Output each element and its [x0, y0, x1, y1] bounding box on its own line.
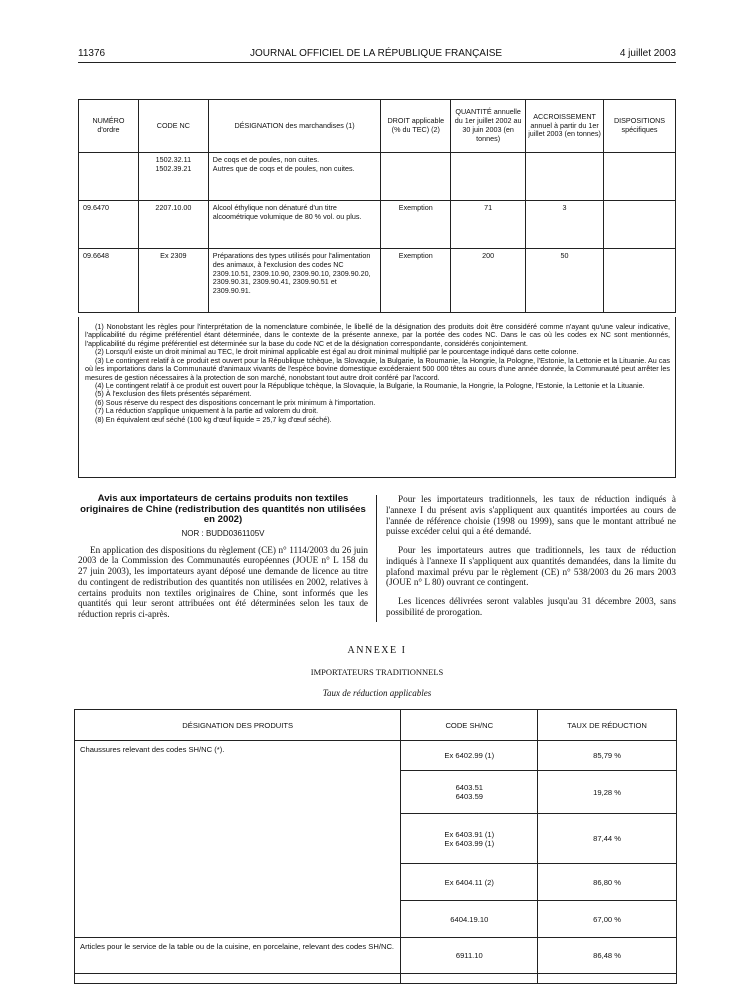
cell-numero: 09.6648	[79, 249, 139, 313]
cell-code-nc: 2207.10.00	[138, 201, 208, 249]
cell-designation: Alcool éthylique non dénaturé d'un titre alcoométrique volumique de 80 % vol. ou plus.	[208, 201, 381, 249]
footnote: (7) La réduction s'applique uniquement à la partie ad valorem du droit.	[95, 406, 319, 416]
footnote: (2) Lorsqu'il existe un droit minimal au TEC, le droit minimal applicable est égal au droit minimal multiplié par le pourcentage indiqué dans cette colonne.	[95, 347, 579, 357]
table-continuation-cell	[401, 974, 538, 984]
avis-paragraph: En application des dispositions du règlement (CE) n° 1114/2003 du 26 juin 2003 de la Commission des Communautés européennes (JOUE n° L 158 du 27 juin 2003), les importateurs ayant déposé une demande de licence au titre du contingent de redistribution des quantités non utilisées en 2002, relatives à certains produits non textiles originaires de Chine, sont informés que les quantités qui leur seront attribuées ont été déterminées selon les taux de réduction repris ci-après.	[78, 544, 368, 620]
col-dispositions: DISPOSITIONS spécifiques	[604, 100, 676, 153]
col-droit: DROIT applicable (% du TEC) (2)	[381, 100, 451, 153]
cell-taux: 86,48 %	[538, 938, 677, 974]
table-row	[75, 741, 677, 771]
cell-taux: 86,80 %	[538, 864, 677, 901]
col-numero: NUMÉRO d'ordre	[79, 100, 139, 153]
avis-paragraph: Pour les importateurs autres que traditionnels, les taux de réduction indiqués à l'annexe II s'appliquent aux quantités demandées, dans la limite du plafond maximal prévu par le règlement (CE) n° 538/2003 du 26 mars 2003 (JOUE n° L 80) ouvrant ce contingent.	[386, 545, 676, 588]
cell-dispositions	[604, 249, 676, 313]
table-row	[79, 201, 676, 249]
avis-paragraph: Les licences délivrées seront valables jusqu'au 31 décembre 2003, sans possibilité de prorogation.	[386, 596, 676, 617]
annexe-caption: Taux de réduction applicables	[322, 688, 432, 698]
annexe-title: ANNEXE I	[347, 645, 407, 656]
col-quantite: QUANTITÉ annuelle du 1er juillet 2002 au 30 juin 2003 (en tonnes)	[451, 100, 526, 153]
header-rule	[78, 62, 676, 63]
footnote: (5) À l'exclusion des filets présentés séparément.	[95, 389, 252, 399]
cell-accroissement	[526, 153, 604, 201]
col-code-nc: CODE NC	[138, 100, 208, 153]
cell-code: 6403.51 6403.59	[401, 771, 538, 814]
cell-code-nc: 1502.32.11 1502.39.21	[138, 153, 208, 201]
cell-designation: De coqs et de poules, non cuites. Autres que de coqs et de poules, non cuites.	[208, 153, 381, 201]
cell-taux: 85,79 %	[538, 741, 677, 771]
cell-droit: Exemption	[381, 249, 451, 313]
footnote: (3) Le contingent relatif à ce produit est ouvert pour la République tchèque, la Slovaquie, la Bulgarie, la Roumanie, la Hongrie, la Pologne, l'Estonie, la Lettonie et la Lituanie. Au cas où les importations dans la Communauté d'animaux vivants de l'espèce bovine domestique excéderaient 500 000 têtes au cours d'une année donnée, la Communauté peut arrêter les mesures de gestion nécessaires à la protection de son marché, nonobstant tout autre droit conféré par l'accord.	[85, 355, 670, 382]
col-designation-produits: DÉSIGNATION DES PRODUITS	[75, 710, 401, 741]
cell-designation: Articles pour le service de la table ou de la cuisine, en porcelaine, relevant des codes SH/NC.	[75, 938, 401, 974]
table-continuation-cell	[75, 974, 401, 984]
avis-paragraph: Pour les importateurs traditionnels, les taux de réduction indiqués à l'annexe I du présent avis s'appliquent aux quantités importées au cours de l'année de référence choisie (1998 ou 1999), sans que le montant attribué ne puisse excéder celui qui a été demandé.	[386, 494, 676, 537]
cell-quantite: 200	[451, 249, 526, 313]
publication-date: 4 juillet 2003	[619, 48, 676, 59]
col-designation: DÉSIGNATION des marchandises (1)	[208, 100, 381, 153]
cell-numero: 09.6470	[79, 201, 139, 249]
cell-dispositions	[604, 201, 676, 249]
cell-numero	[79, 153, 139, 201]
footnote: (6) Sous réserve du respect des dispositions concernant le prix minimum à l'importation.	[95, 397, 376, 407]
cell-taux: 67,00 %	[538, 901, 677, 938]
journal-title: JOURNAL OFFICIEL DE LA RÉPUBLIQUE FRANÇAISE	[250, 48, 503, 59]
col-accroissement: ACCROISSEMENT annuel à partir du 1er juillet 2003 (en tonnes)	[526, 100, 604, 153]
table-footnotes	[78, 317, 676, 478]
footnote: (8) En équivalent œuf séché (100 kg d'œuf liquide = 25,7 kg d'œuf séché).	[95, 414, 332, 424]
cell-accroissement: 50	[526, 249, 604, 313]
col-code-sh-nc: CODE SH/NC	[401, 710, 538, 741]
cell-designation: Préparations des types utilisés pour l'alimentation des animaux, à l'exclusion des codes NC 2309.10.51, 2309.10.90, 2309.90.10, 2309.90.20, 2309.90.31, 2309.90.41, 2309.90.51 et 2309.90.91.	[208, 249, 381, 313]
cell-designation: Chaussures relevant des codes SH/NC (*).	[75, 741, 401, 938]
page-number: 11376	[78, 48, 106, 59]
table-row	[79, 153, 676, 201]
cell-accroissement: 3	[526, 201, 604, 249]
quota-table	[78, 99, 676, 313]
cell-code: 6911.10	[401, 938, 538, 974]
table-row	[75, 938, 677, 974]
footnote: (1) Nonobstant les règles pour l'interprétation de la nomenclature combinée, le libellé de la désignation des produits doit être considéré comme n'ayant qu'une valeur indicative, l'applicabilité du régime préférentiel étant déterminée, dans le contexte de la présente annexe, par la portée des codes NC. Dans le cas où les codes ex NC sont mentionnés, l'applicabilité du régime préférentiel est déterminée sur la base du code NC et de la désignation correspondante, considérés conjointement.	[85, 322, 670, 348]
table-continuation-cell	[538, 974, 677, 984]
column-divider	[376, 495, 377, 622]
reduction-rates-table	[74, 709, 677, 984]
cell-code: Ex 6402.99 (1)	[401, 741, 538, 771]
table-row	[79, 249, 676, 313]
avis-right-column	[386, 494, 676, 626]
footnote: (4) Le contingent relatif à ce produit est ouvert pour la République tchèque, la Slovaquie, la Bulgarie, la Roumanie, la Hongrie, la Pologne, l'Estonie, la Lettonie et la Lituanie.	[95, 380, 645, 390]
avis-title: Avis aux importateurs de certains produits non textiles originaires de Chine (redistribution des quantités non utilisées en 2002)	[80, 493, 366, 526]
cell-dispositions	[604, 153, 676, 201]
cell-quantite	[451, 153, 526, 201]
cell-taux: 19,28 %	[538, 771, 677, 814]
col-taux-reduction: TAUX DE RÉDUCTION	[538, 710, 677, 741]
cell-code: 6404.19.10	[401, 901, 538, 938]
annexe-subtitle: IMPORTATEURS TRADITIONNELS	[310, 667, 444, 677]
cell-droit: Exemption	[381, 201, 451, 249]
cell-droit	[381, 153, 451, 201]
avis-left-column	[78, 494, 368, 628]
nor-reference: NOR : BUDD0361105V	[181, 529, 265, 539]
cell-code-nc: Ex 2309	[138, 249, 208, 313]
table-row	[75, 974, 677, 984]
cell-taux: 87,44 %	[538, 814, 677, 864]
cell-quantite: 71	[451, 201, 526, 249]
cell-code: Ex 6403.91 (1) Ex 6403.99 (1)	[401, 814, 538, 864]
cell-code: Ex 6404.11 (2)	[401, 864, 538, 901]
